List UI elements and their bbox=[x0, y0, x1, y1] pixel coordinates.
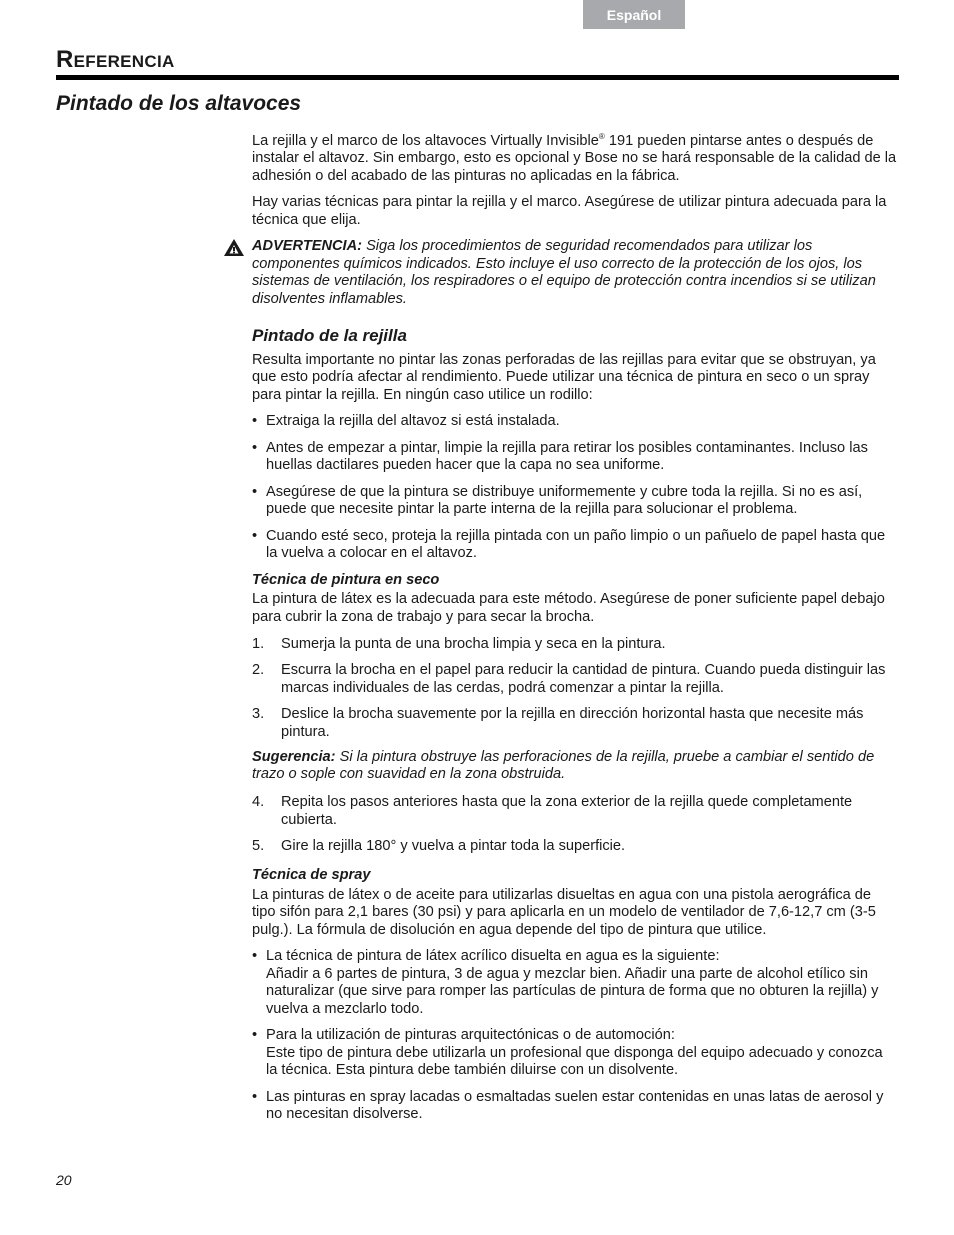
bullet-icon: • bbox=[252, 1088, 258, 1105]
grille-intro: Resulta importante no pintar las zonas perforadas de las rejillas para evitar que se obstruyan, ya que esto podría afectar al rendimiento. Puede utilizar una técnica de pintura en seco o un spray para pintar la rejilla. En ningún caso utilice un rodillo: bbox=[252, 351, 876, 403]
dry-steps-list bbox=[252, 635, 898, 742]
list-item: • Antes de empezar a pintar, limpie la rejilla para retirar los posibles contaminantes. Incluso las huellas dactilares pueden hacer que la capa no sea uniforme. bbox=[252, 439, 868, 474]
registered-mark: ® bbox=[598, 132, 605, 141]
grille-heading: Pintado de la rejilla bbox=[252, 326, 407, 346]
spray-bullet-list bbox=[252, 948, 898, 1124]
list-item: • Para la utilización de pinturas arquitectónicas o de automoción: Este tipo de pintura debe utilizarla un profesional que disponga del equipo adecuado y conozca la técnica. Esta pintura debe también diluirse con un disolvente. bbox=[252, 1027, 883, 1079]
step-item: 3. Deslice la brocha suavemente por la rejilla en dirección horizontal hasta que necesite más pintura. bbox=[252, 705, 864, 741]
warning-triangle-icon bbox=[223, 238, 245, 257]
dry-technique-intro: La pintura de látex es la adecuada para este método. Asegúrese de poner suficiente papel debajo para cubrir la zona de trabajo y para secar la brocha. bbox=[252, 591, 885, 625]
list-item: • Las pinturas en spray lacadas o esmaltadas suelen estar contenidas en unas latas de aerosol y no necesitan disolverse. bbox=[252, 1088, 884, 1123]
page-heading: Pintado de los altavoces bbox=[56, 92, 302, 115]
tip-label: Sugerencia: bbox=[252, 748, 336, 765]
bullet-icon: • bbox=[252, 527, 258, 544]
intro-paragraph-2: Hay varias técnicas para pintar la rejilla y el marco. Asegúrese de utilizar pintura adecuada para la técnica que elija. bbox=[252, 194, 887, 228]
list-item: • Extraiga la rejilla del altavoz si está instalada. bbox=[252, 413, 560, 430]
spray-technique-intro: La pinturas de látex o de aceite para utilizarlas disueltas en agua con una pistola aerográfica de tipo sifón para 2,1 bares (30 psi) y para aplicarla en un modelo de ventilador de 7,6-12,7 cm (3-5 pulg.). La fórmula de disolución en agua depende del tipo de pintura que utilice. bbox=[252, 886, 876, 938]
page-number: 20 bbox=[56, 1172, 72, 1188]
grille-bullet-list bbox=[252, 413, 898, 563]
list-item: • Asegúrese de que la pintura se distribuye uniformemente y cubre toda la rejilla. Si no es así, puede que necesite pintar la parte interna de la rejilla para solucionar el problema. bbox=[252, 483, 863, 518]
step-item: 4. Repita los pasos anteriores hasta que la zona exterior de la rejilla quede completamente cubierta. bbox=[252, 793, 853, 829]
bullet-icon: • bbox=[252, 413, 258, 430]
list-item: • Cuando esté seco, proteja la rejilla pintada con un paño limpio o un pañuelo de papel hasta que la vuelva a colocar en el altavoz. bbox=[252, 527, 886, 562]
main-content bbox=[252, 128, 898, 1133]
warning-label: ADVERTENCIA: bbox=[252, 238, 363, 255]
tip-note: Sugerencia: Si la pintura obstruye las perforaciones de la rejilla, pruebe a cambiar el sentido de trazo o sople con suavidad en la zona obstruida. bbox=[252, 748, 875, 783]
bullet-icon: • bbox=[252, 948, 258, 965]
warning-text: Siga los procedimientos de seguridad recomendados para utilizar los componentes químicos indicados. Esto incluye el uso correcto de la protección de los ojos, los sistemas de ventilación, los respiradores o el equipo de protección contra incendios si se utilizan disolventes inflamables. bbox=[252, 238, 876, 307]
dry-technique-heading: Técnica de pintura en seco bbox=[252, 571, 440, 588]
step-item: 1. Sumerja la punta de una brocha limpia y seca en la pintura. bbox=[252, 636, 666, 653]
language-tab[interactable]: Español bbox=[583, 0, 685, 29]
step-item: 2. Escurra la brocha en el papel para reducir la cantidad de pintura. Cuando pueda distinguir las marcas individuales de las cerdas, podrá comenzar a pintar la rejilla. bbox=[252, 661, 886, 697]
bullet-icon: • bbox=[252, 1027, 258, 1044]
title-rule bbox=[56, 75, 899, 80]
step-item: 5. Gire la rejilla 180° y vuelva a pintar toda la superficie. bbox=[252, 837, 626, 854]
intro-paragraph-1: La rejilla y el marco de los altavoces Virtually Invisible® 191 pueden pintarse antes o después de instalar el altavoz. Sin embargo, esto es opcional y Bose no se hará responsable de la calidad de la adhesión o del acabado de las pinturas no aplicadas en la fábrica. bbox=[252, 132, 897, 184]
bullet-icon: • bbox=[252, 439, 258, 456]
bullet-icon: • bbox=[252, 483, 258, 500]
warning-note bbox=[252, 238, 898, 308]
section-title: Referencia bbox=[56, 46, 175, 73]
spray-technique-heading: Técnica de spray bbox=[252, 867, 371, 884]
dry-steps-list-continued bbox=[252, 793, 898, 856]
list-item: • La técnica de pintura de látex acrílico disuelta en agua es la siguiente: Añadir a 6 partes de pintura, 3 de agua y mezclar bien. Añadir una parte de alcohol etílico sin naturalizar (que sirve para romper las partículas de pintura de forma que no obturen la rejilla) y vuelva a mezclarlo todo. bbox=[252, 948, 879, 1017]
